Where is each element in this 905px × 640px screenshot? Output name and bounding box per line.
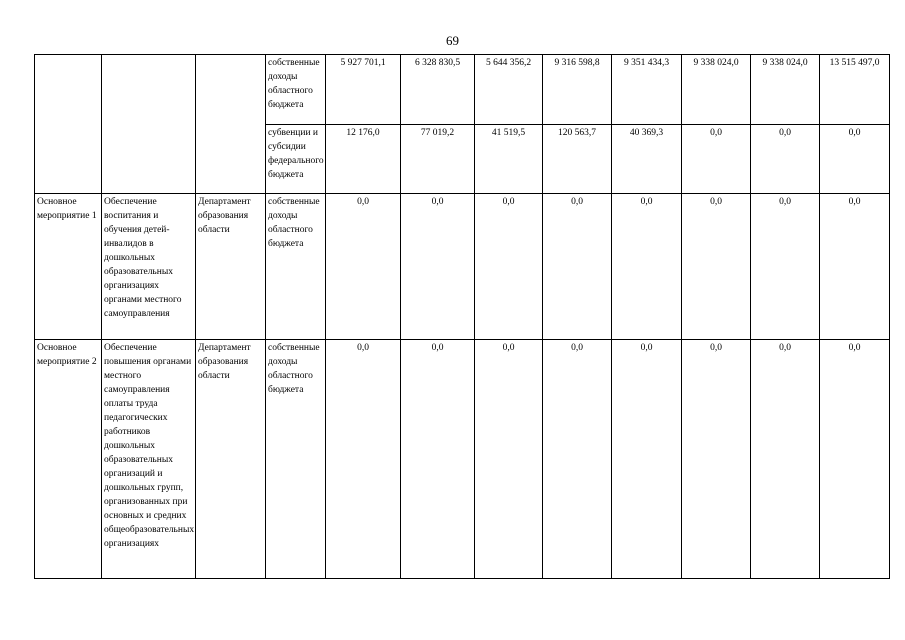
value-cell: 0,0 — [543, 194, 612, 340]
description-cell — [102, 55, 196, 194]
value-cell: 0,0 — [751, 125, 820, 194]
value-cell: 0,0 — [682, 340, 751, 579]
value-cell: 9 351 434,3 — [612, 55, 682, 125]
page-number: 69 — [446, 33, 459, 48]
value-cell: 0,0 — [475, 340, 543, 579]
organization-cell: Департамент образования области — [196, 340, 266, 579]
value-cell: 41 519,5 — [475, 125, 543, 194]
value-cell: 5 644 356,2 — [475, 55, 543, 125]
value-cell: 0,0 — [543, 340, 612, 579]
value-cell: 9 338 024,0 — [682, 55, 751, 125]
funding-source-cell: субвенции и субсидии федерального бюджета — [266, 125, 326, 194]
value-cell: 0,0 — [401, 194, 475, 340]
value-cell: 0,0 — [820, 125, 890, 194]
table-row — [35, 194, 890, 340]
value-cell: 0,0 — [326, 340, 401, 579]
value-cell: 0,0 — [326, 194, 401, 340]
table-row — [35, 55, 890, 125]
value-cell: 0,0 — [682, 125, 751, 194]
value-cell: 0,0 — [682, 194, 751, 340]
value-cell: 0,0 — [401, 340, 475, 579]
value-cell: 9 338 024,0 — [751, 55, 820, 125]
table-row — [35, 340, 890, 579]
organization-cell — [196, 55, 266, 194]
value-cell: 40 369,3 — [612, 125, 682, 194]
description-cell: Обеспечение воспитания и обучения детей-инвалидов в дошкольных образовательных организациях органами местного самоуправления — [102, 194, 196, 340]
value-cell: 0,0 — [612, 340, 682, 579]
value-cell: 0,0 — [820, 194, 890, 340]
value-cell: 0,0 — [751, 340, 820, 579]
value-cell: 5 927 701,1 — [326, 55, 401, 125]
value-cell: 120 563,7 — [543, 125, 612, 194]
value-cell: 0,0 — [751, 194, 820, 340]
value-cell: 12 176,0 — [326, 125, 401, 194]
funding-source-cell: собственные доходы областного бюджета — [266, 340, 326, 579]
value-cell: 77 019,2 — [401, 125, 475, 194]
organization-cell: Департамент образования области — [196, 194, 266, 340]
value-cell: 0,0 — [820, 340, 890, 579]
funding-source-cell: собственные доходы областного бюджета — [266, 194, 326, 340]
measure-cell — [35, 55, 102, 194]
budget-table — [34, 54, 890, 579]
value-cell: 6 328 830,5 — [401, 55, 475, 125]
value-cell: 9 316 598,8 — [543, 55, 612, 125]
measure-cell: Основное мероприятие 1 — [35, 194, 102, 340]
value-cell: 0,0 — [612, 194, 682, 340]
value-cell: 13 515 497,0 — [820, 55, 890, 125]
measure-cell: Основное мероприятие 2 — [35, 340, 102, 579]
value-cell: 0,0 — [475, 194, 543, 340]
description-cell: Обеспечение повышения органами местного самоуправления оплаты труда педагогических работников дошкольных образовательных организаций и дошкольных групп, организованных при основных и средних общеобразовательных организациях — [102, 340, 196, 579]
funding-source-cell: собственные доходы областного бюджета — [266, 55, 326, 125]
